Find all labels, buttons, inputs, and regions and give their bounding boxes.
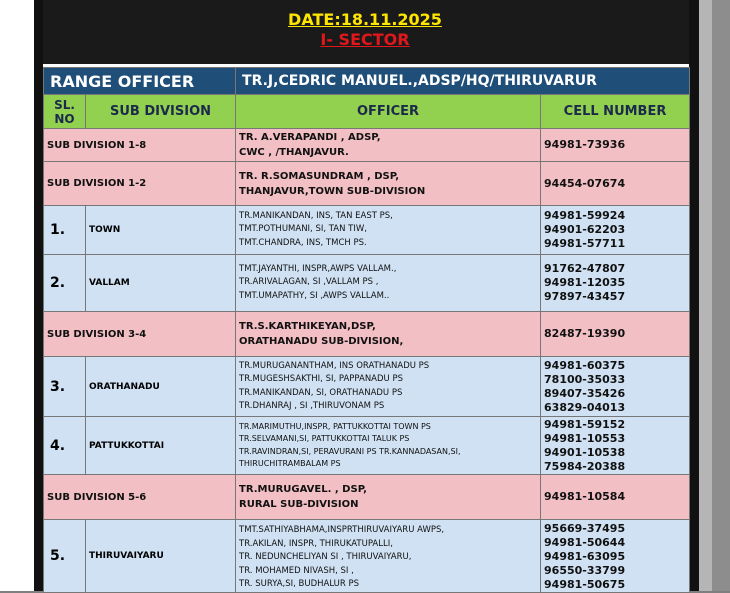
table-row [44,162,690,206]
officer-line: TR. R.SOMASUNDRAM , DSP, [239,170,400,182]
officer-line: TMT.POTHUMANI, SI, TAN TIW, [239,224,367,235]
table-row [44,206,690,255]
table-header-row [44,95,690,129]
officer-line: THANJAVUR,TOWN SUB-DIVISION [239,185,426,197]
cell-number: 94981-59152 [544,417,626,431]
cell-number: 89407-35426 [544,386,626,400]
cell-number-cell [541,357,690,417]
serial-number: 2. [44,255,86,312]
serial-number: 5. [44,520,86,593]
cell-number: 94901-10538 [544,445,626,459]
officer-cell [236,357,541,417]
officer-cell [236,520,541,593]
officer-line: TR.RAVINDRAN,SI, PERAVURANI PS TR.KANNADASAN,SI, [239,446,461,456]
officer-cell [236,129,541,162]
officer-cell [236,206,541,255]
table-row [44,129,690,162]
station-name: ORATHANADU [86,357,236,417]
sector-heading: I- SECTOR [320,30,410,49]
cell-number: 94454-07674 [544,176,626,190]
officer-line: TMT.SATHIYABHAMA,INSPRTHIRUVAIYARU AWPS, [239,525,445,535]
cell-number: 94981-10553 [544,431,626,445]
cell-number: 63829-04013 [544,400,626,414]
cell-number-cell [541,255,690,312]
subdivision-cell: SUB DIVISION 1-8 [44,129,236,162]
officer-line: TR. SURYA,SI, BUDHALUR PS [239,579,360,589]
right-gutter-scroll[interactable] [712,0,730,591]
range-officer-row [44,68,690,95]
cell-number-cell [541,520,690,593]
station-name: PATTUKKOTTAI [86,417,236,475]
cell-number: 75984-20388 [544,459,626,473]
left-margin [0,0,34,591]
officer-line: TR.MUGESHSAKTHI, SI, PAPPANADU PS [239,374,403,384]
col-sl-header: SL. NO [44,95,86,129]
cell-number-cell [541,162,690,206]
officer-cell [236,162,541,206]
date-heading: DATE:18.11.2025 [288,10,442,29]
cell-number: 97897-43457 [544,290,626,303]
cell-number: 78100-35033 [544,372,626,386]
cell-number: 94981-63095 [544,550,626,563]
frame-left [34,0,43,591]
cell-number: 94901-62203 [544,223,626,236]
table-row [44,520,690,593]
frame-right [689,0,699,591]
officer-line: RURAL SUB-DIVISION [239,499,359,510]
table-row [44,255,690,312]
officer-line: TMT.UMAPATHY, SI ,AWPS VALLAM.. [239,290,390,301]
cell-number-cell [541,417,690,475]
officer-line: TR. NEDUNCHELIYAN SI , THIRUVAIYARU, [239,552,412,562]
cell-number-cell [541,312,690,357]
officer-line: TMT.JAYANTHI, INSPR,AWPS VALLAM., [239,263,397,274]
officer-cell [236,417,541,475]
cell-number: 94981-57711 [544,237,626,250]
cell-number: 94981-50644 [544,536,626,549]
cell-number: 94981-59924 [544,209,626,222]
cell-number: 94981-10584 [544,490,626,503]
subdivision-cell: SUB DIVISION 1-2 [44,162,236,206]
officer-line: TMT.CHANDRA, INS, TMCH PS. [239,237,367,248]
officer-line: TR.S.KARTHIKEYAN,DSP, [239,321,376,332]
serial-number: 4. [44,417,86,475]
officer-line: TR.DHANRAJ , SI ,THIRUVONAM PS [239,401,385,411]
officer-cell [236,312,541,357]
station-name: TOWN [86,206,236,255]
officer-line: CWC , /THANJAVUR. [239,147,349,158]
officer-line: TR.MURUGANANTHAM, INS ORATHANADU PS [239,360,430,371]
cell-number: 95669-37495 [544,522,626,535]
officer-line: ORATHANADU SUB-DIVISION, [239,336,404,347]
cell-number: 94981-50675 [544,578,626,591]
range-officer-label: RANGE OFFICER [44,68,236,95]
cell-number-cell [541,475,690,520]
station-name: VALLAM [86,255,236,312]
officer-line: TR.AKILAN, INSPR, THIRUKATUPALLI, [239,538,393,549]
cell-number: 96550-33799 [544,564,626,577]
officer-line: TR.MARIMUTHU,INSPR, PATTUKKOTTAI TOWN PS [239,421,431,431]
serial-number: 1. [44,206,86,255]
table-row [44,417,690,475]
subdivision-cell: SUB DIVISION 3-4 [44,312,236,357]
officer-line: THIRUCHITRAMBALAM PS [239,459,341,468]
cell-number: 82487-19390 [544,327,626,340]
subdivision-cell: SUB DIVISION 5-6 [44,475,236,520]
cell-number: 91762-47807 [544,262,626,275]
officer-line: TR.ARIVALAGAN, SI ,VALLAM PS , [239,277,379,288]
officer-line: TR.MANIKANDAN, SI, ORATHANADU PS [239,387,403,398]
officer-cell [236,475,541,520]
officer-line: TR.MANIKANDAN, INS, TAN EAST PS, [239,210,393,221]
duty-table [43,67,690,593]
station-name: THIRUVAIYARU [86,520,236,593]
officer-line: TR. A.VERAPANDI , ADSP, [239,132,381,143]
serial-number: 3. [44,357,86,417]
col-officer-header: OFFICER [236,95,541,129]
table-row [44,312,690,357]
officer-line: TR. MOHAMED NIVASH, SI , [239,565,354,576]
officer-cell [236,255,541,312]
col-subdivision-header: SUB DIVISION [86,95,236,129]
col-cell-header: CELL NUMBER [541,95,690,129]
cell-number-cell [541,206,690,255]
cell-number: 94981-73936 [544,138,626,151]
cell-number: 94981-60375 [544,358,626,372]
table-row [44,475,690,520]
cell-number: 94981-12035 [544,276,626,289]
officer-line: TR.MURUGAVEL. , DSP, [239,484,367,495]
officer-line: TR.SELVAMANI,SI, PATTUKKOTTAI TALUK PS [239,434,410,443]
cell-number-cell [541,129,690,162]
range-officer-value: TR.J,CEDRIC MANUEL.,ADSP/HQ/THIRUVARUR [236,68,690,95]
table-row [44,357,690,417]
